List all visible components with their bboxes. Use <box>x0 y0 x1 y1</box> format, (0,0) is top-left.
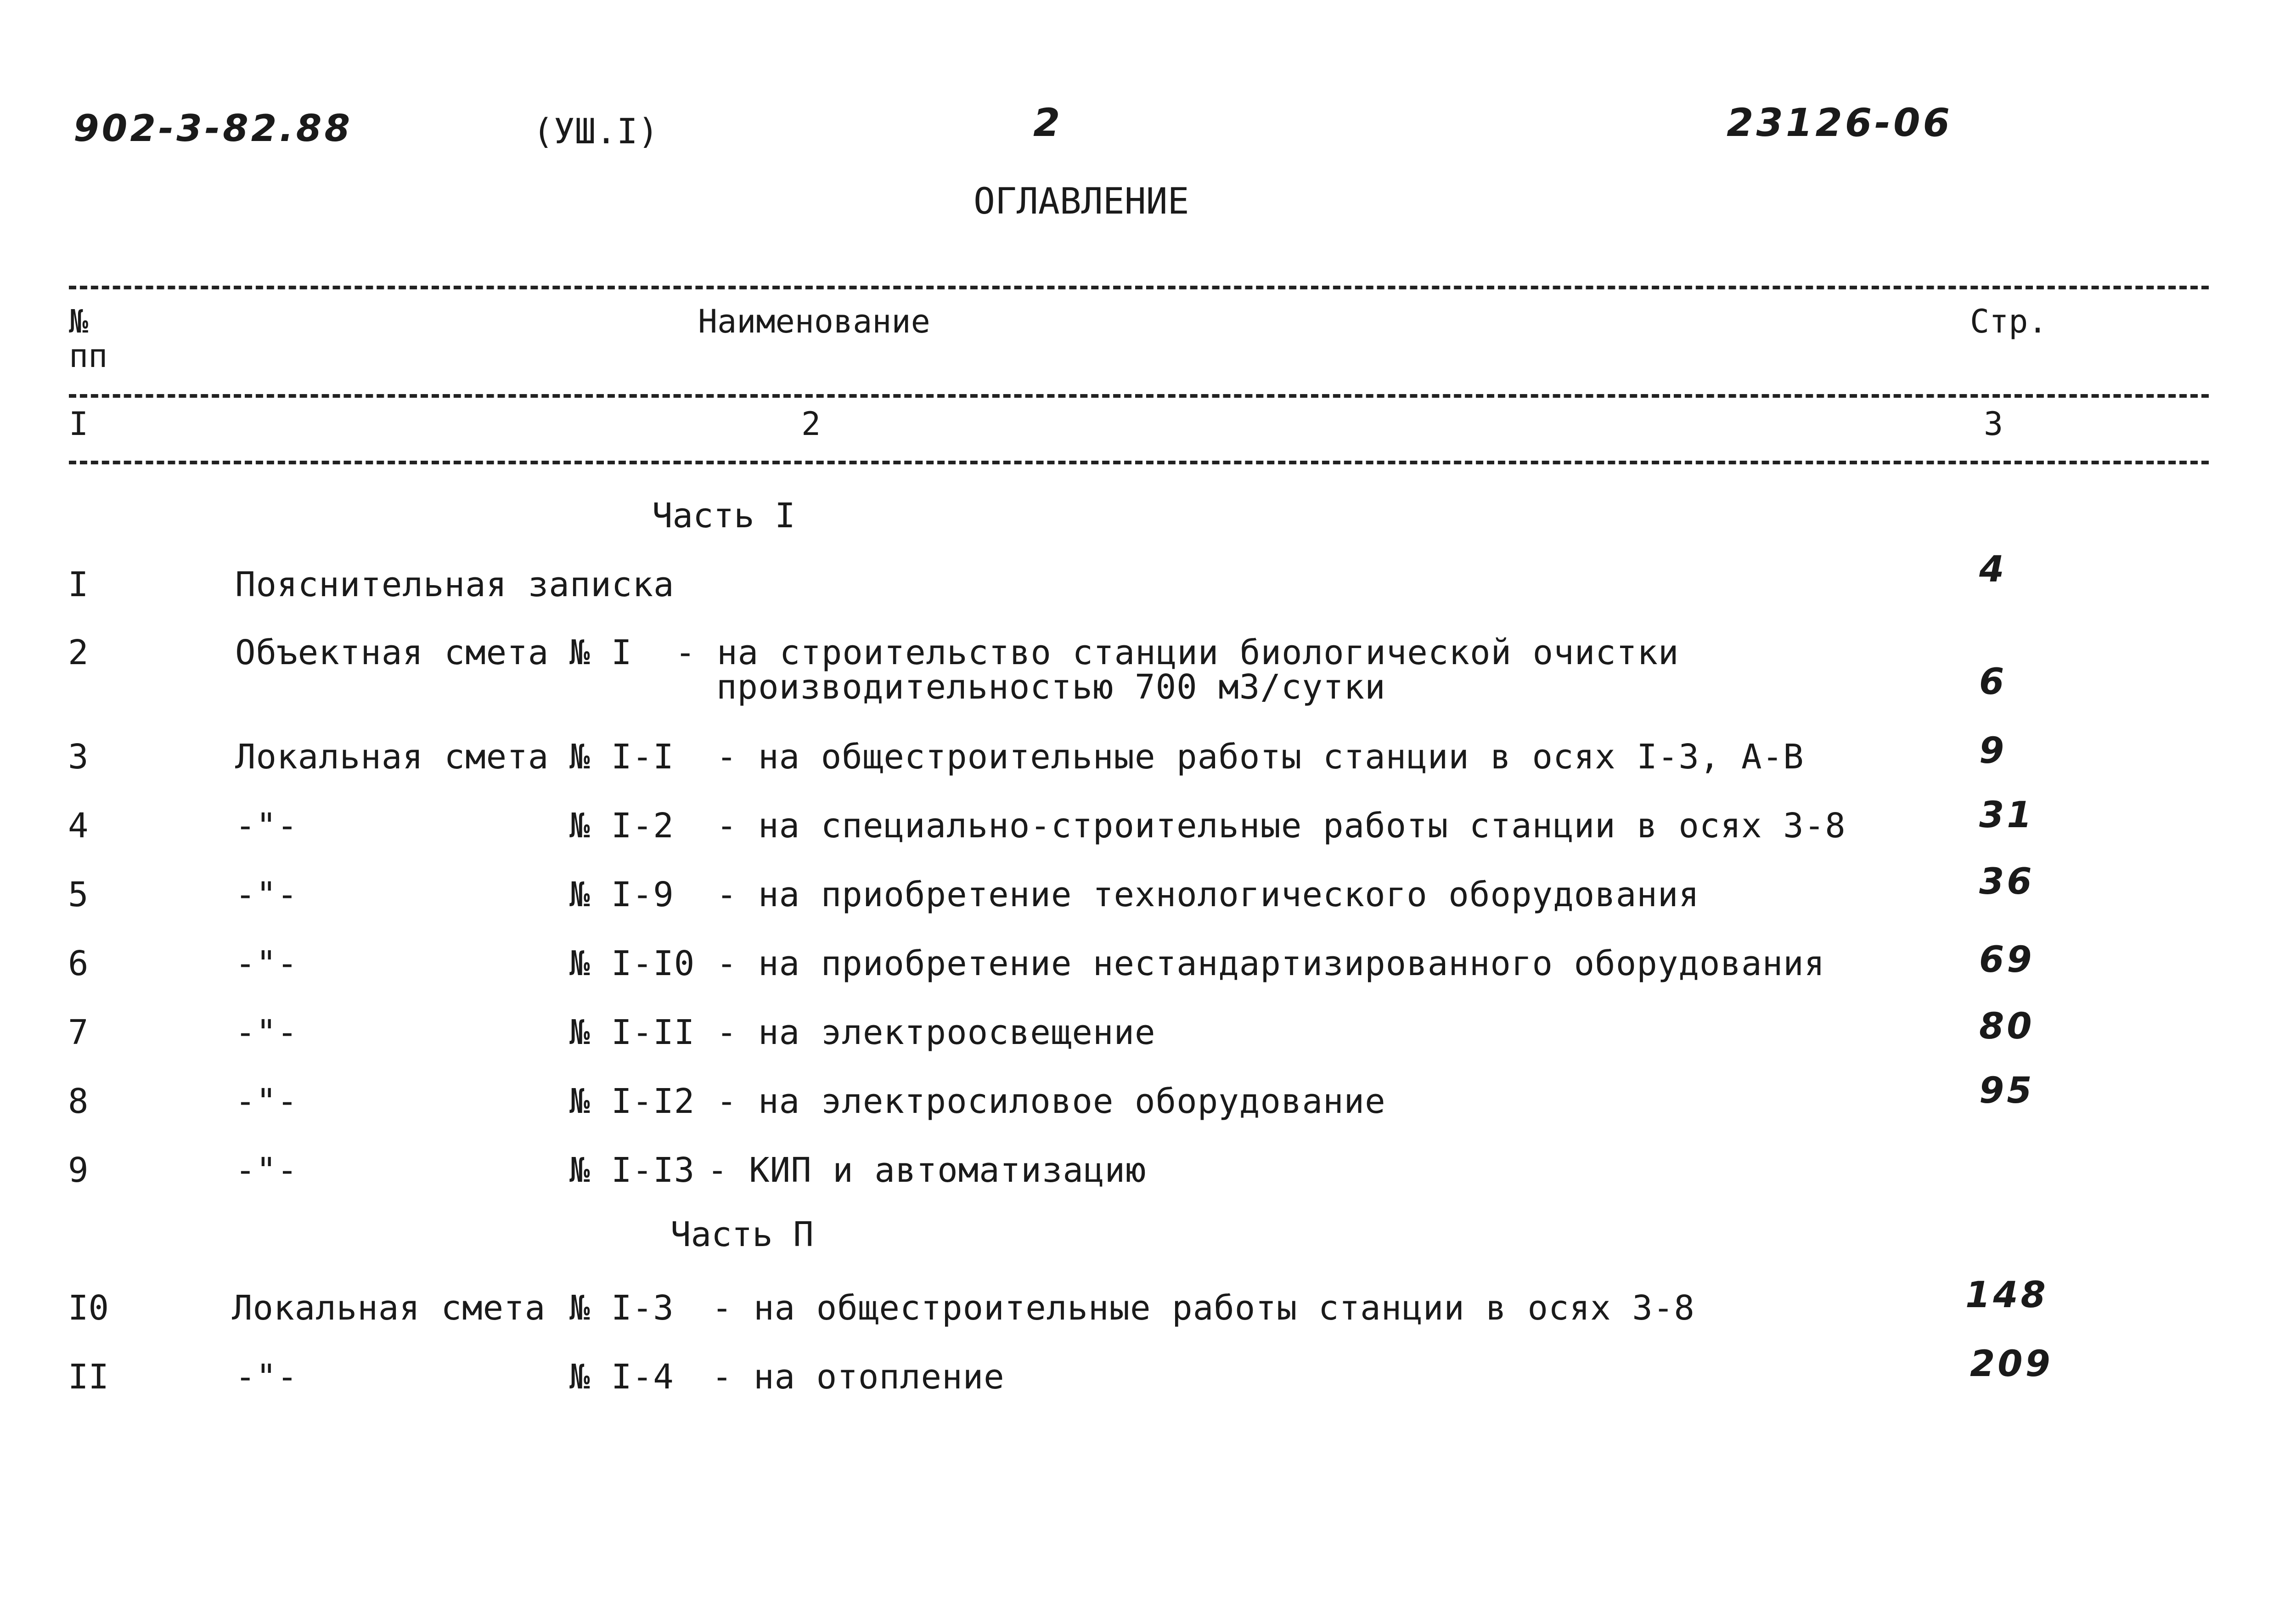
row-title: -"- <box>235 1151 298 1190</box>
row-description: - на специально-строительные работы станции в осях 3-8 <box>716 806 1846 846</box>
document-code: 902-3-82.88 <box>73 107 353 150</box>
section-heading-part-1: Часть I <box>652 496 795 536</box>
column-number-header: № <box>69 303 89 340</box>
row-title: -"- <box>235 1013 298 1052</box>
row-number: II <box>68 1357 109 1397</box>
row-number: 6 <box>68 944 89 983</box>
divider-middle <box>69 394 2209 398</box>
row-number: 9 <box>68 1151 89 1190</box>
table-row <box>0 1343 2296 1403</box>
column-index-1: I <box>69 405 89 443</box>
column-index-2: 2 <box>801 405 821 443</box>
row-number: I <box>68 565 89 604</box>
table-row <box>0 939 2296 990</box>
row-description: - на отопление <box>712 1357 1005 1397</box>
row-reference: № I-9 <box>569 875 674 914</box>
row-reference: № I-I0 <box>569 944 695 983</box>
row-description: - на приобретение нестандартизированного оборудования <box>716 944 1825 983</box>
row-title: -"- <box>235 1357 298 1397</box>
row-title: Объектная смета <box>235 633 549 672</box>
section-heading-part-2: Часть П <box>670 1215 814 1254</box>
column-index-3: 3 <box>1984 405 2003 443</box>
row-title: Пояснительная записка <box>235 565 675 604</box>
row-reference: № I-II <box>569 1013 695 1052</box>
row-page: 31 <box>1979 795 2035 836</box>
row-title: -"- <box>235 806 298 846</box>
row-number: I0 <box>68 1288 109 1328</box>
row-reference: № I-2 <box>569 806 674 846</box>
row-number: 7 <box>68 1013 89 1052</box>
table-row <box>0 1070 2296 1128</box>
row-number: 4 <box>68 806 89 846</box>
row-title: -"- <box>235 875 298 914</box>
row-reference: № I-4 <box>569 1357 674 1397</box>
row-page: 148 <box>1965 1275 2048 1316</box>
row-description-continued: производительностью 700 м3/сутки <box>716 667 1386 707</box>
page-number: 2 <box>1033 100 1063 145</box>
row-page: 69 <box>1979 939 2035 981</box>
row-page: 80 <box>1979 1006 2035 1047</box>
row-description: - на электроосвещение <box>716 1013 1156 1052</box>
row-page: 36 <box>1979 861 2035 903</box>
row-title: -"- <box>235 944 298 983</box>
column-name-header: Наименование <box>698 303 930 340</box>
row-reference: № I-I <box>569 737 674 777</box>
row-page: 209 <box>1970 1343 2053 1385</box>
table-row <box>0 1275 2296 1334</box>
table-row <box>0 861 2296 921</box>
album-label: (УШ.I) <box>533 111 659 152</box>
row-description: - на приобретение технологического оборудования <box>716 875 1699 914</box>
row-page: 6 <box>1979 661 2007 703</box>
table-row <box>0 549 2296 611</box>
table-row <box>0 633 2296 707</box>
row-description: - на строительство станции биологической очистки <box>675 633 1679 672</box>
divider-top <box>69 286 2209 289</box>
table-row <box>0 1151 2296 1196</box>
table-row <box>0 1006 2296 1059</box>
column-page-header: Стр. <box>1970 303 2048 340</box>
table-row <box>0 730 2296 783</box>
row-title: Локальная смета <box>235 737 549 777</box>
row-title: -"- <box>235 1082 298 1121</box>
column-number-subheader: пп <box>69 337 108 375</box>
row-page: 4 <box>1979 549 2007 590</box>
row-number: 8 <box>68 1082 89 1121</box>
row-reference: № I-3 <box>569 1288 674 1328</box>
row-description: - на общестроительные работы станции в осях 3-8 <box>712 1288 1695 1328</box>
divider-bottom <box>69 461 2209 464</box>
inventory-number: 23126-06 <box>1727 100 1953 145</box>
row-reference: № I-I2 <box>569 1082 695 1121</box>
row-page: 95 <box>1979 1070 2035 1111</box>
page-title: ОГЛАВЛЕНИЕ <box>974 181 1189 222</box>
row-title: Локальная смета <box>232 1288 546 1328</box>
row-number: 5 <box>68 875 89 914</box>
row-reference: № I <box>569 633 632 672</box>
row-description: - на общестроительные работы станции в осях I-3, А-В <box>716 737 1804 777</box>
row-reference: № I-I3 <box>569 1151 695 1190</box>
table-row <box>0 795 2296 852</box>
row-page: 9 <box>1979 730 2007 772</box>
row-number: 2 <box>68 633 89 672</box>
row-description: - КИП и автоматизацию <box>707 1151 1147 1190</box>
row-description: - на электросиловое оборудование <box>716 1082 1386 1121</box>
row-number: 3 <box>68 737 89 777</box>
